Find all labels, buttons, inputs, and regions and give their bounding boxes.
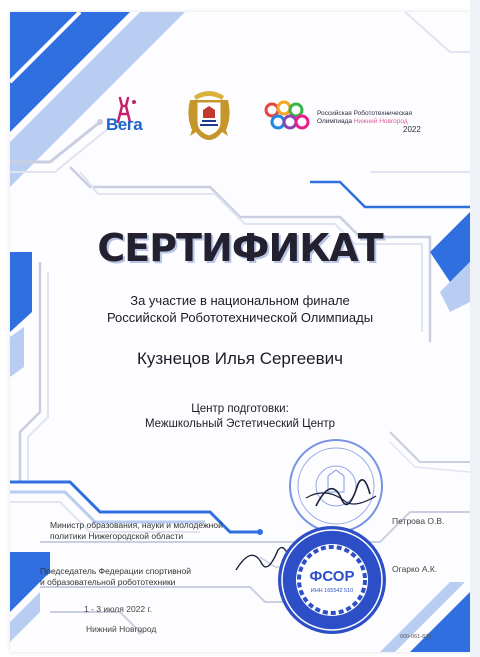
certificate-title: СЕРТИФИКАТ [97,226,383,270]
stamp-inn: ИНН 165542 510 [310,588,354,594]
fsor-stamp [276,524,388,636]
seal-icon [286,436,386,536]
training-center-name: Межшкольный Эстетический Центр [144,418,336,430]
training-center [100,402,380,432]
left-stripe [10,252,32,332]
signatory-1-title-line2: политики Нижегородской области [50,531,184,541]
training-center-label: Центр подготовки: [191,403,289,415]
subtitle-line2: Российской Робототехнической Олимпиады [106,310,374,325]
coat-of-arms-logo [186,86,232,142]
vega-logo [98,92,150,138]
signatory-2-title [40,566,191,588]
recipient-name: Кузнецов Илья Сергеевич [136,349,344,368]
stamp-abbr: ФСОР [309,568,355,585]
rto-logo-year: 2022 [403,125,421,134]
signatory-1-title [50,520,223,542]
event-city: Нижний Новгород [86,624,157,634]
rto-logo-prefix: Олимпиада [317,118,354,125]
ministry-seal [286,436,386,536]
certificate-subtitle [60,292,420,326]
event-date: 1 - 3 июля 2022 г. [84,604,152,614]
signatory-2-title-line2: и образовательной робототехники [40,577,176,587]
signatory-2-name: Огарко А.К. [392,564,438,574]
rto-logo-line1: Российская Робототехническая [317,110,413,117]
right-edge-shadow [470,0,480,657]
crest-icon [186,86,232,142]
rto-logo-line2 [317,118,408,126]
signatory-1-title-line1: Министр образования, науки и молодежной [50,520,223,530]
rto-logo-city: Нижний Новгород [353,118,408,125]
rto-logo [263,100,433,136]
gears-icon [263,100,315,136]
vega-logo-text: Вега [106,115,143,134]
serial-number: 000-061-875 [400,634,432,640]
signatory-2-title-line1: Председатель Федерации спортивной [40,566,191,576]
subtitle-line1: За участие в национальном финале [130,293,350,308]
signatory-1-name: Петрова О.В. [392,516,445,526]
